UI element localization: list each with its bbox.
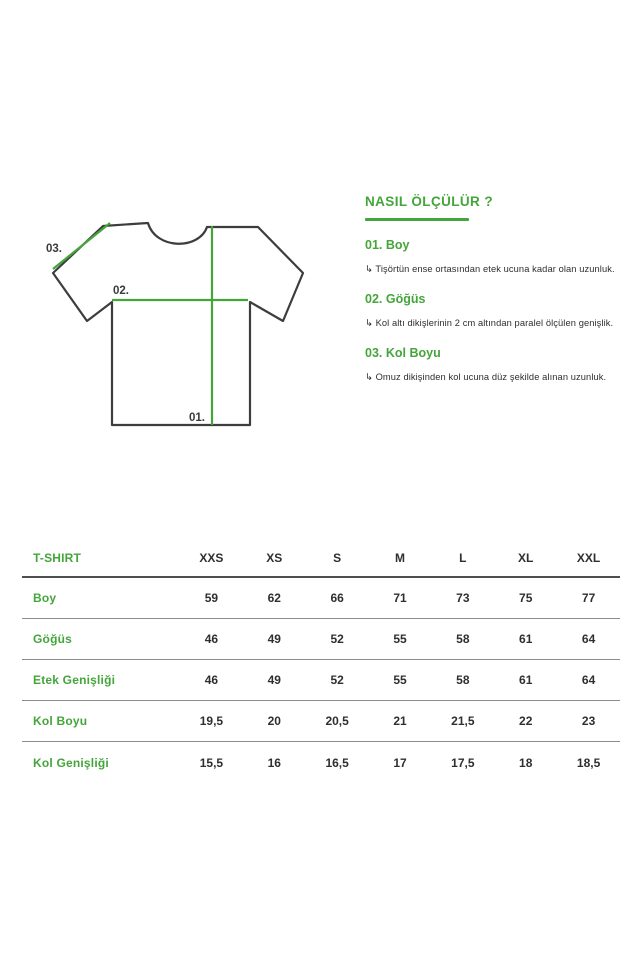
tshirt-outline bbox=[53, 223, 303, 425]
diagram-label-02: 02. bbox=[113, 285, 129, 297]
cell-value: 17,5 bbox=[451, 755, 475, 770]
cell-value: 15,5 bbox=[199, 755, 224, 770]
table-row-kol-genisligi bbox=[22, 742, 620, 783]
size-header-xs: XS bbox=[266, 551, 283, 565]
cell-value: 73 bbox=[456, 591, 470, 605]
size-table-header-row bbox=[22, 540, 620, 578]
cell-value: 46 bbox=[204, 632, 219, 646]
howto-desc-gogus: ↳ Kol altı dikişlerinin 2 cm altından paralel ölçülen genişlik. bbox=[365, 318, 614, 328]
cell-value: 55 bbox=[393, 632, 407, 646]
cell-value: 49 bbox=[267, 673, 281, 687]
howto-desc-boy: ↳ Tişörtün ense ortasından etek ucuna kadar olan uzunluk. bbox=[365, 264, 615, 274]
cell-value: 58 bbox=[456, 632, 470, 646]
cell-value: 61 bbox=[519, 673, 533, 687]
howto-item-kol-boyu bbox=[365, 346, 623, 383]
cell-value: 64 bbox=[581, 632, 596, 646]
cell-value: 18,5 bbox=[576, 755, 601, 770]
cell-value: 21 bbox=[393, 714, 407, 728]
table-row-etek-genisligi bbox=[22, 660, 620, 701]
cell-value: 49 bbox=[267, 632, 281, 646]
cell-value: 62 bbox=[267, 591, 281, 605]
cell-value: 52 bbox=[330, 632, 344, 646]
row-label: Göğüs bbox=[33, 632, 72, 646]
size-header-m: M bbox=[394, 551, 405, 565]
cell-value: 20 bbox=[267, 714, 281, 728]
diagram-label-01: 01. bbox=[189, 412, 205, 424]
size-header-s: S bbox=[333, 551, 342, 565]
cell-value: 18 bbox=[519, 755, 533, 770]
cell-value: 71 bbox=[393, 591, 407, 605]
row-label: Kol Boyu bbox=[33, 714, 88, 728]
cell-value: 59 bbox=[204, 591, 219, 605]
cell-value: 55 bbox=[393, 673, 407, 687]
tshirt-measurement-diagram bbox=[30, 190, 330, 450]
cell-value: 64 bbox=[581, 673, 596, 687]
table-row-gogus bbox=[22, 619, 620, 660]
size-table bbox=[22, 540, 620, 783]
howto-item-gogus bbox=[365, 292, 623, 329]
howto-item-boy bbox=[365, 238, 623, 275]
how-to-measure-title: NASIL ÖLÇÜLÜR ? bbox=[365, 194, 493, 209]
howto-heading-kol-boyu: 03. Kol Boyu bbox=[365, 346, 441, 360]
cell-value: 46 bbox=[204, 673, 219, 687]
title-underline bbox=[365, 218, 469, 221]
cell-value: 66 bbox=[330, 591, 344, 605]
row-label: Etek Genişliği bbox=[33, 673, 116, 687]
table-row-kol-boyu bbox=[22, 701, 620, 742]
cell-value: 20,5 bbox=[325, 714, 349, 728]
howto-desc-kol-boyu: ↳ Omuz dikişinden kol ucuna düz şekilde alınan uzunluk. bbox=[365, 372, 607, 382]
cell-value: 77 bbox=[581, 591, 596, 605]
cell-value: 16 bbox=[267, 755, 281, 770]
diagram-label-03: 03. bbox=[46, 243, 62, 255]
size-header-xxs: XXS bbox=[199, 551, 224, 565]
cell-value: 58 bbox=[456, 673, 470, 687]
size-header-xl: XL bbox=[518, 551, 534, 565]
cell-value: 17 bbox=[393, 755, 407, 770]
table-title: T-SHIRT bbox=[33, 551, 82, 565]
cell-value: 22 bbox=[519, 714, 533, 728]
cell-value: 23 bbox=[581, 714, 596, 728]
howto-heading-boy: 01. Boy bbox=[365, 238, 410, 252]
size-header-xxl: XXL bbox=[576, 551, 601, 565]
cell-value: 61 bbox=[519, 632, 533, 646]
cell-value: 52 bbox=[330, 673, 344, 687]
cell-value: 19,5 bbox=[199, 714, 224, 728]
row-label: Kol Genişliği bbox=[33, 755, 109, 770]
table-row-boy bbox=[22, 578, 620, 619]
size-header-l: L bbox=[459, 551, 467, 565]
how-to-measure-section bbox=[365, 194, 623, 383]
cell-value: 21,5 bbox=[451, 714, 475, 728]
cell-value: 16,5 bbox=[325, 755, 349, 770]
cell-value: 75 bbox=[519, 591, 533, 605]
row-label: Boy bbox=[33, 591, 57, 605]
howto-heading-gogus: 02. Göğüs bbox=[365, 292, 426, 306]
